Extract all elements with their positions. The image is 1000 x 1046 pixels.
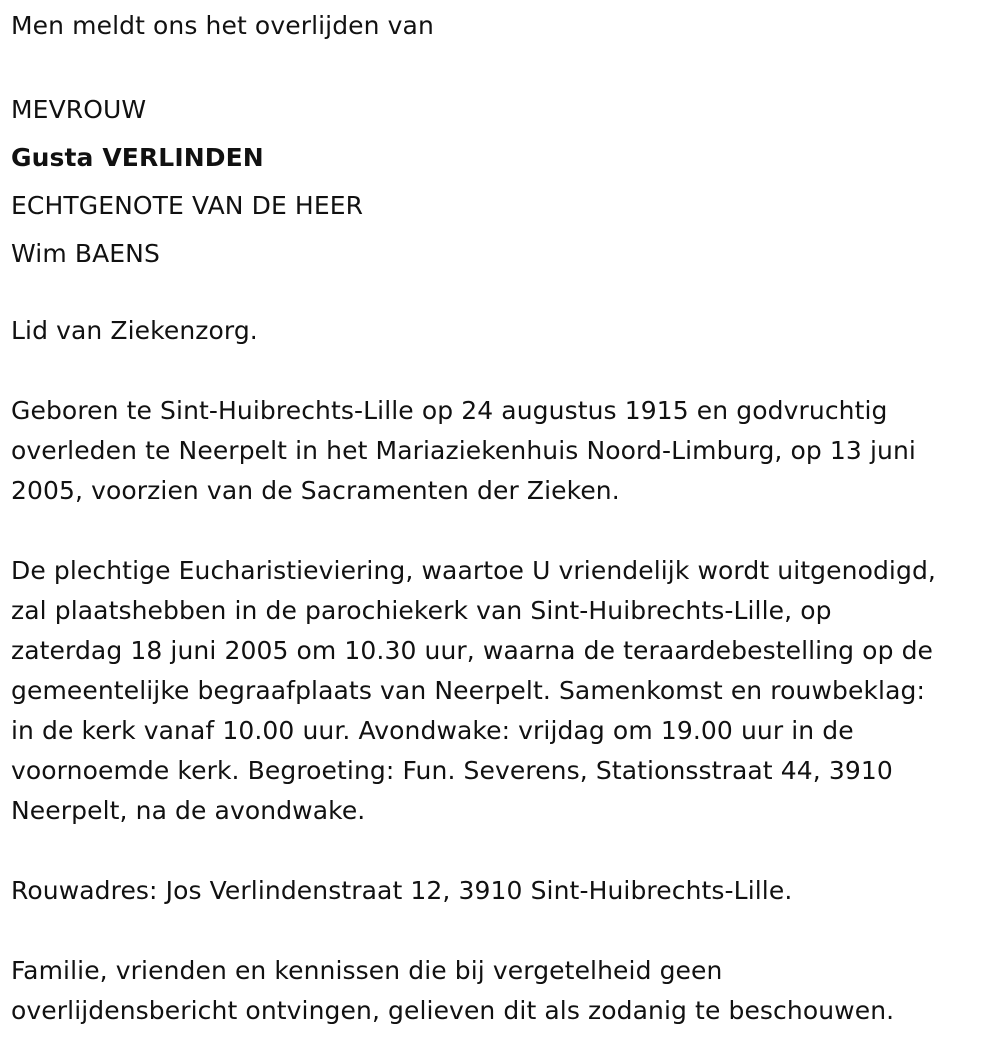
paragraph-line: De plechtige Eucharistieviering, waartoe U vriendelijk wordt uitgenodigd, bbox=[11, 556, 936, 585]
spouse-relation: ECHTGENOTE VAN DE HEER bbox=[11, 191, 364, 220]
paragraph-line: gemeentelijke begraafplaats van Neerpelt. Samenkomst en rouwbeklag: bbox=[11, 676, 925, 705]
paragraph-line: Familie, vrienden en kennissen die bij vergetelheid geen bbox=[11, 956, 723, 985]
birth-death-paragraph bbox=[11, 391, 916, 511]
spouse-name: Wim BAENS bbox=[11, 239, 160, 268]
paragraph-line: Geboren te Sint-Huibrechts-Lille op 24 augustus 1915 en godvruchtig bbox=[11, 396, 888, 425]
paragraph-line: zal plaatshebben in de parochiekerk van Sint-Huibrechts-Lille, op bbox=[11, 596, 832, 625]
paragraph-line: Neerpelt, na de avondwake. bbox=[11, 796, 366, 825]
intro-text: Men meldt ons het overlijden van bbox=[11, 11, 434, 40]
mourning-address: Rouwadres: Jos Verlindenstraat 12, 3910 Sint-Huibrechts-Lille. bbox=[11, 876, 793, 905]
paragraph-line: 2005, voorzien van de Sacramenten der Zieken. bbox=[11, 476, 620, 505]
membership-text: Lid van Ziekenzorg. bbox=[11, 316, 258, 345]
paragraph-line: overleden te Neerpelt in het Mariaziekenhuis Noord-Limburg, op 13 juni bbox=[11, 436, 916, 465]
deceased-name: Gusta VERLINDEN bbox=[11, 143, 264, 172]
paragraph-line: zaterdag 18 juni 2005 om 10.30 uur, waarna de teraardebestelling op de bbox=[11, 636, 934, 665]
paragraph-line: overlijdensbericht ontvingen, gelieven dit als zodanig te beschouwen. bbox=[11, 996, 895, 1025]
ceremony-paragraph bbox=[11, 551, 936, 831]
deceased-block bbox=[11, 86, 363, 278]
family-note-paragraph bbox=[11, 951, 894, 1031]
title-prefix: MEVROUW bbox=[11, 95, 147, 124]
paragraph-line: in de kerk vanaf 10.00 uur. Avondwake: vrijdag om 19.00 uur in de bbox=[11, 716, 854, 745]
paragraph-line: voornoemde kerk. Begroeting: Fun. Severens, Stationsstraat 44, 3910 bbox=[11, 756, 893, 785]
